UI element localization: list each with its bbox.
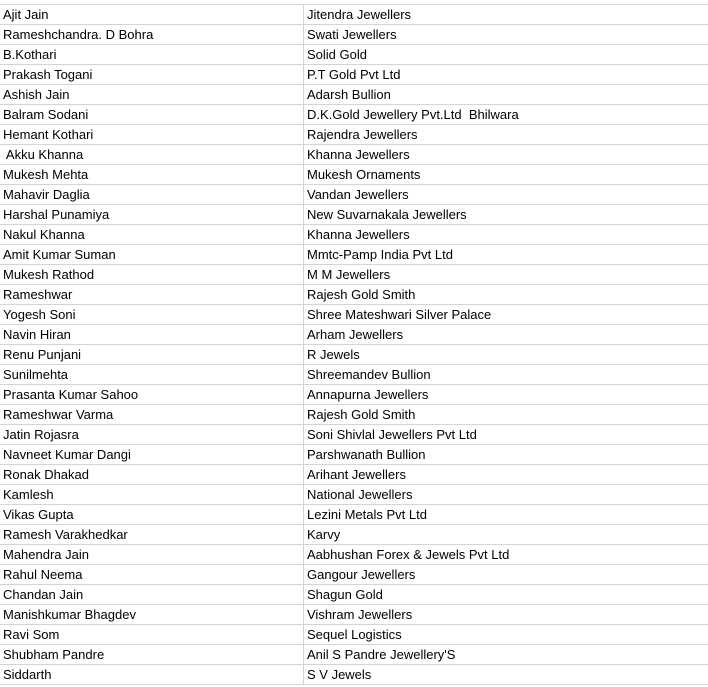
company-cell[interactable]: National Jewellers — [307, 487, 413, 502]
name-cell[interactable]: Ajit Jain — [0, 5, 304, 24]
company-cell[interactable]: Gangour Jewellers — [307, 567, 416, 582]
company-cell[interactable]: Rajendra Jewellers — [307, 127, 418, 142]
name-cell[interactable]: B.Kothari — [0, 45, 304, 64]
company-cell[interactable]: Aabhushan Forex & Jewels Pvt Ltd — [307, 547, 510, 562]
name-cell[interactable]: Akku Khanna — [0, 145, 304, 164]
company-cell[interactable]: Shreemandev Bullion — [307, 367, 431, 382]
table-row — [0, 265, 708, 285]
company-cell[interactable]: P.T Gold Pvt Ltd — [307, 67, 401, 82]
company-cell[interactable]: Sequel Logistics — [307, 627, 402, 642]
table-row — [0, 505, 708, 525]
company-cell[interactable]: Vandan Jewellers — [307, 187, 409, 202]
company-cell[interactable]: Arihant Jewellers — [307, 467, 406, 482]
name-cell[interactable]: Mukesh Rathod — [0, 265, 304, 284]
name-cell[interactable]: Ravi Som — [0, 625, 304, 644]
name-cell[interactable]: Hemant Kothari — [0, 125, 304, 144]
name-cell[interactable]: Mukesh Mehta — [0, 165, 304, 184]
table-row — [0, 225, 708, 245]
table-row — [0, 585, 708, 605]
table-row — [0, 525, 708, 545]
name-cell[interactable]: Mahendra Jain — [0, 545, 304, 564]
table-row — [0, 465, 708, 485]
table-row — [0, 565, 708, 585]
company-cell[interactable]: Adarsh Bullion — [307, 87, 391, 102]
table-row — [0, 25, 708, 45]
name-cell[interactable]: Siddarth — [0, 665, 304, 684]
name-cell[interactable]: Amit Kumar Suman — [0, 245, 304, 264]
name-cell[interactable]: Prakash Togani — [0, 65, 304, 84]
name-cell[interactable]: Renu Punjani — [0, 345, 304, 364]
name-cell[interactable]: Sunilmehta — [0, 365, 304, 384]
table-row — [0, 5, 708, 25]
table-row — [0, 165, 708, 185]
name-cell[interactable]: Rameshchandra. D Bohra — [0, 25, 304, 44]
table-row — [0, 485, 708, 505]
company-cell[interactable]: M M Jewellers — [307, 267, 391, 282]
name-cell[interactable]: Navneet Kumar Dangi — [0, 445, 304, 464]
table-row — [0, 605, 708, 625]
table-row — [0, 65, 708, 85]
table-row — [0, 405, 708, 425]
name-cell[interactable]: Ashish Jain — [0, 85, 304, 104]
name-cell[interactable]: Balram Sodani — [0, 105, 304, 124]
company-cell[interactable]: Anil S Pandre Jewellery'S — [307, 647, 456, 662]
table-row — [0, 105, 708, 125]
table-row — [0, 285, 708, 305]
company-cell[interactable]: Annapurna Jewellers — [307, 387, 429, 402]
name-cell[interactable]: Vikas Gupta — [0, 505, 304, 524]
company-cell[interactable]: Shagun Gold — [307, 587, 383, 602]
company-cell[interactable]: Lezini Metals Pvt Ltd — [307, 507, 427, 522]
company-cell[interactable]: Mmtc-Pamp India Pvt Ltd — [307, 247, 453, 262]
name-cell[interactable]: Yogesh Soni — [0, 305, 304, 324]
name-cell[interactable]: Manishkumar Bhagdev — [0, 605, 304, 624]
company-cell[interactable]: Solid Gold — [307, 47, 367, 62]
name-cell[interactable]: Rameshwar Varma — [0, 405, 304, 424]
table-row — [0, 245, 708, 265]
name-cell[interactable]: Kamlesh — [0, 485, 304, 504]
table-row — [0, 545, 708, 565]
table-row — [0, 45, 708, 65]
company-cell[interactable]: Karvy — [307, 527, 341, 542]
company-cell[interactable]: Rajesh Gold Smith — [307, 287, 416, 302]
company-cell[interactable]: Shree Mateshwari Silver Palace — [307, 307, 492, 322]
name-cell[interactable]: Chandan Jain — [0, 585, 304, 604]
company-cell[interactable]: Parshwanath Bullion — [307, 447, 426, 462]
company-cell[interactable]: Mukesh Ornaments — [307, 167, 421, 182]
table-row — [0, 205, 708, 225]
company-cell[interactable]: Khanna Jewellers — [307, 227, 410, 242]
table-row — [0, 85, 708, 105]
name-cell[interactable]: Navin Hiran — [0, 325, 304, 344]
name-cell[interactable]: Nakul Khanna — [0, 225, 304, 244]
table-row — [0, 445, 708, 465]
table-row — [0, 645, 708, 665]
table-row — [0, 425, 708, 445]
name-cell[interactable]: Harshal Punamiya — [0, 205, 304, 224]
table-row — [0, 185, 708, 205]
name-cell[interactable]: Shubham Pandre — [0, 645, 304, 664]
company-cell[interactable]: Vishram Jewellers — [307, 607, 413, 622]
company-cell[interactable]: Swati Jewellers — [307, 27, 397, 42]
table-row — [0, 665, 708, 685]
company-cell[interactable]: R Jewels — [307, 347, 360, 362]
spreadsheet-grid — [0, 4, 708, 685]
name-cell[interactable]: Rameshwar — [0, 285, 304, 304]
table-row — [0, 345, 708, 365]
table-row — [0, 305, 708, 325]
table-row — [0, 385, 708, 405]
company-cell[interactable]: Rajesh Gold Smith — [307, 407, 416, 422]
name-cell[interactable]: Rahul Neema — [0, 565, 304, 584]
company-cell[interactable]: Arham Jewellers — [307, 327, 404, 342]
company-cell[interactable]: Khanna Jewellers — [307, 147, 410, 162]
name-cell[interactable]: Ramesh Varakhedkar — [0, 525, 304, 544]
company-cell[interactable]: S V Jewels — [307, 667, 372, 682]
company-cell[interactable]: New Suvarnakala Jewellers — [307, 207, 467, 222]
name-cell[interactable]: Ronak Dhakad — [0, 465, 304, 484]
company-cell[interactable]: Jitendra Jewellers — [307, 7, 412, 22]
table-row — [0, 125, 708, 145]
name-cell[interactable]: Mahavir Daglia — [0, 185, 304, 204]
name-cell[interactable]: Prasanta Kumar Sahoo — [0, 385, 304, 404]
company-cell[interactable]: D.K.Gold Jewellery Pvt.Ltd Bhilwara — [307, 107, 519, 122]
name-cell[interactable]: Jatin Rojasra — [0, 425, 304, 444]
table-row — [0, 325, 708, 345]
table-row — [0, 145, 708, 165]
table-row — [0, 365, 708, 385]
table-row — [0, 625, 708, 645]
company-cell[interactable]: Soni Shivlal Jewellers Pvt Ltd — [307, 427, 477, 442]
